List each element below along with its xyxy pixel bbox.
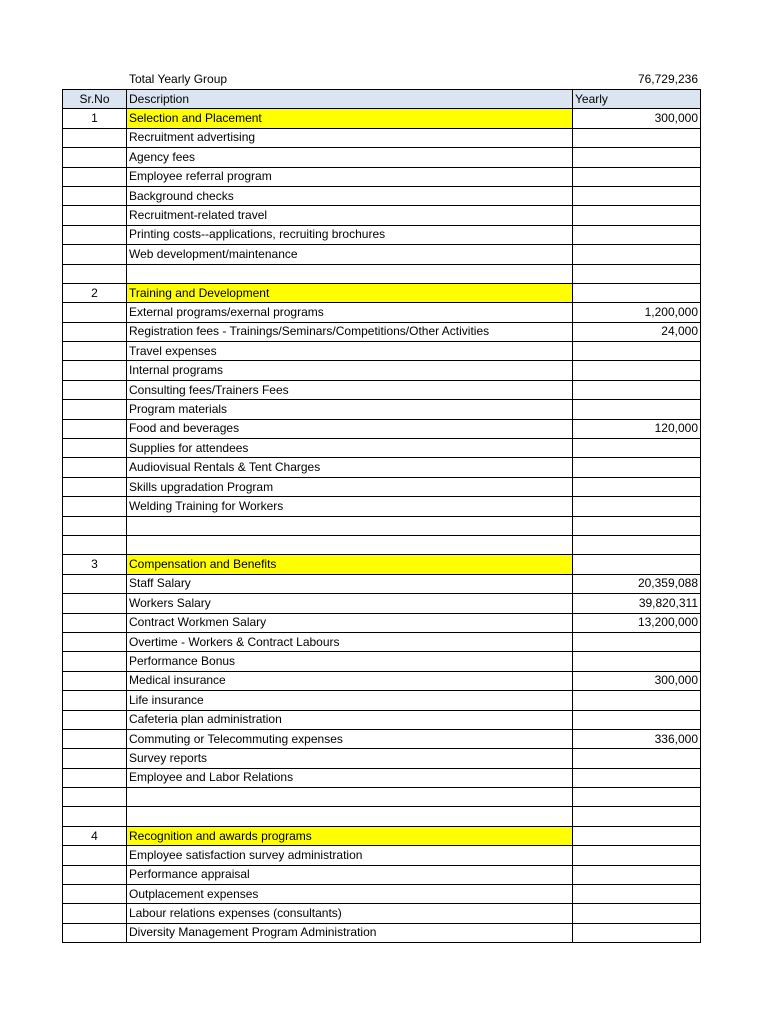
cell-sr-no[interactable]: 2 xyxy=(63,283,127,302)
cell-description[interactable] xyxy=(127,535,573,554)
table-body xyxy=(63,109,701,943)
table-row xyxy=(63,594,701,613)
cell-sr-no[interactable] xyxy=(63,652,127,671)
cell-yearly[interactable] xyxy=(573,691,701,710)
cell-yearly[interactable] xyxy=(573,788,701,807)
cell-sr-no[interactable] xyxy=(63,361,127,380)
cell-description[interactable]: Skills upgradation Program xyxy=(127,477,573,496)
cell-sr-no[interactable] xyxy=(63,148,127,167)
section-row xyxy=(63,109,701,128)
cell-description[interactable] xyxy=(127,807,573,826)
cell-description[interactable]: Printing costs--applications, recruiting brochures xyxy=(127,225,573,244)
cell-description[interactable]: Outplacement expenses xyxy=(127,885,573,904)
cell-yearly[interactable] xyxy=(573,885,701,904)
table-row xyxy=(63,322,701,341)
cell-sr-no[interactable] xyxy=(63,186,127,205)
cell-description[interactable] xyxy=(127,788,573,807)
cell-sr-no[interactable] xyxy=(63,749,127,768)
cell-description[interactable] xyxy=(127,516,573,535)
cell-description[interactable]: Employee and Labor Relations xyxy=(127,768,573,787)
table-row xyxy=(63,749,701,768)
cell-yearly[interactable] xyxy=(573,458,701,477)
section-row xyxy=(63,826,701,845)
cell-sr-no[interactable] xyxy=(63,303,127,322)
cell-description[interactable]: Life insurance xyxy=(127,691,573,710)
header-sr-no[interactable]: Sr.No xyxy=(63,90,127,109)
table-row xyxy=(63,632,701,651)
cell-sr-no[interactable] xyxy=(63,477,127,496)
cell-sr-no[interactable] xyxy=(63,400,127,419)
cell-yearly[interactable] xyxy=(573,768,701,787)
cell-yearly[interactable] xyxy=(573,710,701,729)
cell-description[interactable]: Consulting fees/Trainers Fees xyxy=(127,380,573,399)
table-row xyxy=(63,691,701,710)
table-row xyxy=(63,788,701,807)
cell-sr-no[interactable] xyxy=(63,885,127,904)
cell-description[interactable]: Recruitment advertising xyxy=(127,128,573,147)
table-row xyxy=(63,904,701,923)
cell-yearly[interactable] xyxy=(573,826,701,845)
cell-yearly[interactable] xyxy=(573,749,701,768)
cell-description[interactable]: Internal programs xyxy=(127,361,573,380)
cell-description[interactable]: External programs/exernal programs xyxy=(127,303,573,322)
cell-description[interactable]: Program materials xyxy=(127,400,573,419)
table-row xyxy=(63,574,701,593)
cell-yearly[interactable] xyxy=(573,225,701,244)
cell-sr-no[interactable] xyxy=(63,671,127,690)
table-row xyxy=(63,148,701,167)
cell-yearly[interactable] xyxy=(573,283,701,302)
cell-sr-no[interactable]: 3 xyxy=(63,555,127,574)
cell-sr-no[interactable] xyxy=(63,729,127,748)
cell-yearly[interactable] xyxy=(573,807,701,826)
table-row xyxy=(63,729,701,748)
cell-description[interactable]: Supplies for attendees xyxy=(127,439,573,458)
cell-yearly[interactable] xyxy=(573,846,701,865)
table-row xyxy=(63,225,701,244)
cell-sr-no[interactable] xyxy=(63,807,127,826)
cell-yearly[interactable] xyxy=(573,865,701,884)
header-row xyxy=(63,90,701,109)
table-row xyxy=(63,516,701,535)
cell-description[interactable]: Performance Bonus xyxy=(127,652,573,671)
cell-yearly[interactable]: 13,200,000 xyxy=(573,613,701,632)
cell-description[interactable]: Staff Salary xyxy=(127,574,573,593)
cell-description[interactable]: Employee referral program xyxy=(127,167,573,186)
table-row xyxy=(63,671,701,690)
header-yearly[interactable]: Yearly xyxy=(573,90,701,109)
cell-yearly[interactable] xyxy=(573,904,701,923)
cell-sr-no[interactable] xyxy=(63,342,127,361)
table-row xyxy=(63,206,701,225)
cell-sr-no[interactable] xyxy=(63,846,127,865)
cell-yearly[interactable]: 300,000 xyxy=(573,671,701,690)
table-row xyxy=(63,613,701,632)
cell-sr-no[interactable] xyxy=(63,574,127,593)
cell-yearly[interactable] xyxy=(573,497,701,516)
cell-sr-no[interactable] xyxy=(63,516,127,535)
cell-description[interactable]: Diversity Management Program Administration xyxy=(127,923,573,942)
cell-section-title[interactable]: Compensation and Benefits xyxy=(127,555,573,574)
cell-yearly[interactable] xyxy=(573,380,701,399)
table-row xyxy=(63,361,701,380)
cell-yearly[interactable]: 20,359,088 xyxy=(573,574,701,593)
cell-yearly[interactable]: 1,200,000 xyxy=(573,303,701,322)
cell-description[interactable]: Cafeteria plan administration xyxy=(127,710,573,729)
cell-description[interactable]: Survey reports xyxy=(127,749,573,768)
table-row xyxy=(63,186,701,205)
table-row xyxy=(63,167,701,186)
cell-sr-no[interactable] xyxy=(63,419,127,438)
cell-yearly[interactable] xyxy=(573,400,701,419)
cell-section-title[interactable]: Training and Development xyxy=(127,283,573,302)
cell-yearly[interactable] xyxy=(573,361,701,380)
cell-sr-no[interactable] xyxy=(63,865,127,884)
cell-sr-no[interactable] xyxy=(63,128,127,147)
table-row xyxy=(63,303,701,322)
cell-sr-no[interactable] xyxy=(63,535,127,554)
cell-yearly[interactable] xyxy=(573,148,701,167)
cell-description[interactable]: Commuting or Telecommuting expenses xyxy=(127,729,573,748)
cell-section-title[interactable]: Selection and Placement xyxy=(127,109,573,128)
table-row xyxy=(63,807,701,826)
cell-description[interactable]: Registration fees - Trainings/Seminars/Competitions/Other Activities xyxy=(127,322,573,341)
cell-description[interactable]: Background checks xyxy=(127,186,573,205)
cell-sr-no[interactable] xyxy=(63,923,127,942)
cell-yearly[interactable] xyxy=(573,632,701,651)
budget-table xyxy=(62,89,701,943)
cell-yearly[interactable] xyxy=(573,923,701,942)
table-row xyxy=(63,768,701,787)
cell-description[interactable]: Audiovisual Rentals & Tent Charges xyxy=(127,458,573,477)
cell-section-title[interactable]: Recognition and awards programs xyxy=(127,826,573,845)
cell-description[interactable]: Food and beverages xyxy=(127,419,573,438)
table-row xyxy=(63,885,701,904)
cell-sr-no[interactable] xyxy=(63,206,127,225)
cell-sr-no[interactable] xyxy=(63,497,127,516)
cell-sr-no[interactable] xyxy=(63,768,127,787)
cell-yearly[interactable] xyxy=(573,477,701,496)
table-row xyxy=(63,923,701,942)
cell-sr-no[interactable] xyxy=(63,458,127,477)
cell-sr-no[interactable]: 4 xyxy=(63,826,127,845)
table-row xyxy=(63,497,701,516)
cell-sr-no[interactable] xyxy=(63,691,127,710)
cell-sr-no[interactable] xyxy=(63,710,127,729)
cell-yearly[interactable] xyxy=(573,652,701,671)
table-row xyxy=(63,419,701,438)
section-row xyxy=(63,283,701,302)
cell-description[interactable] xyxy=(127,264,573,283)
cell-sr-no[interactable] xyxy=(63,632,127,651)
header-description[interactable]: Description xyxy=(127,90,573,109)
cell-yearly[interactable] xyxy=(573,535,701,554)
cell-sr-no[interactable] xyxy=(63,322,127,341)
cell-sr-no[interactable]: 1 xyxy=(63,109,127,128)
cell-description[interactable]: Medical insurance xyxy=(127,671,573,690)
table-row xyxy=(63,652,701,671)
cell-sr-no[interactable] xyxy=(63,167,127,186)
table-row xyxy=(63,458,701,477)
cell-sr-no[interactable] xyxy=(63,594,127,613)
table-row xyxy=(63,128,701,147)
table-row xyxy=(63,477,701,496)
table-row xyxy=(63,342,701,361)
cell-description[interactable]: Recruitment-related travel xyxy=(127,206,573,225)
cell-sr-no[interactable] xyxy=(63,788,127,807)
cell-description[interactable]: Employee satisfaction survey administration xyxy=(127,846,573,865)
cell-yearly[interactable] xyxy=(573,342,701,361)
table-row xyxy=(63,264,701,283)
table-row xyxy=(63,400,701,419)
cell-yearly[interactable] xyxy=(573,186,701,205)
total-label: Total Yearly Group xyxy=(129,72,228,86)
cell-sr-no[interactable] xyxy=(63,380,127,399)
cell-yearly[interactable] xyxy=(573,128,701,147)
cell-description[interactable]: Labour relations expenses (consultants) xyxy=(127,904,573,923)
total-yearly-row xyxy=(62,70,700,89)
cell-yearly[interactable] xyxy=(573,245,701,264)
cell-sr-no[interactable] xyxy=(63,225,127,244)
table-row xyxy=(63,439,701,458)
cell-sr-no[interactable] xyxy=(63,245,127,264)
cell-description[interactable]: Contract Workmen Salary xyxy=(127,613,573,632)
table-row xyxy=(63,710,701,729)
cell-description[interactable]: Travel expenses xyxy=(127,342,573,361)
cell-description[interactable]: Workers Salary xyxy=(127,594,573,613)
cell-description[interactable]: Overtime - Workers & Contract Labours xyxy=(127,632,573,651)
cell-description[interactable]: Welding Training for Workers xyxy=(127,497,573,516)
cell-sr-no[interactable] xyxy=(63,904,127,923)
cell-sr-no[interactable] xyxy=(63,439,127,458)
cell-yearly[interactable]: 120,000 xyxy=(573,419,701,438)
cell-yearly[interactable] xyxy=(573,516,701,535)
cell-yearly[interactable] xyxy=(573,206,701,225)
cell-yearly[interactable]: 39,820,311 xyxy=(573,594,701,613)
table-row xyxy=(63,846,701,865)
cell-sr-no[interactable] xyxy=(63,613,127,632)
section-row xyxy=(63,555,701,574)
cell-yearly[interactable] xyxy=(573,555,701,574)
cell-sr-no[interactable] xyxy=(63,264,127,283)
cell-yearly[interactable] xyxy=(573,167,701,186)
table-row xyxy=(63,535,701,554)
cell-description[interactable]: Agency fees xyxy=(127,148,573,167)
cell-yearly[interactable] xyxy=(573,439,701,458)
table-row xyxy=(63,380,701,399)
cell-yearly[interactable]: 24,000 xyxy=(573,322,701,341)
table-row xyxy=(63,865,701,884)
cell-description[interactable]: Performance appraisal xyxy=(127,865,573,884)
cell-description[interactable]: Web development/maintenance xyxy=(127,245,573,264)
cell-yearly[interactable]: 336,000 xyxy=(573,729,701,748)
total-value: 76,729,236 xyxy=(637,72,698,86)
table-row xyxy=(63,245,701,264)
cell-yearly[interactable] xyxy=(573,264,701,283)
cell-yearly[interactable]: 300,000 xyxy=(573,109,701,128)
